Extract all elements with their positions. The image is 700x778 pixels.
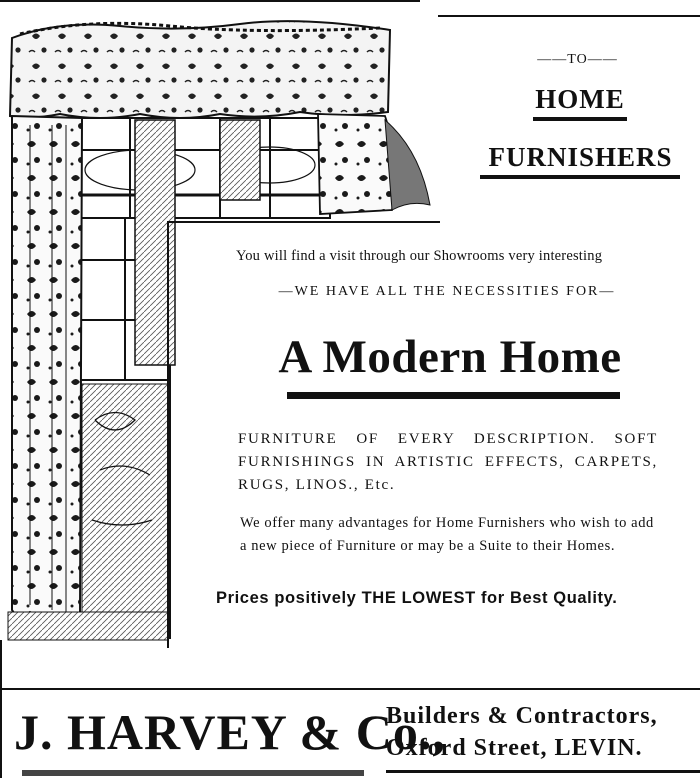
address-line: Oxford Street, LEVIN. <box>386 735 643 761</box>
builders-line: Builders & Contractors, <box>386 703 658 729</box>
footer-separator <box>0 688 700 690</box>
offer-text: We offer many advantages for Home Furnishers who wish to add a new piece of Furniture or may be a Suite to their Homes. <box>240 515 654 554</box>
to-line: ——TO—— <box>537 52 618 67</box>
left-border <box>0 640 2 778</box>
headline-underline <box>287 392 620 399</box>
home-underline <box>533 117 627 121</box>
right-drape <box>318 114 430 214</box>
visit-text: You will find a visit through our Showrooms very interesting <box>236 248 603 264</box>
address-underline <box>386 770 700 773</box>
furnishers-underline <box>480 175 680 179</box>
headline: A Modern Home <box>278 331 622 383</box>
top-border-right <box>438 15 700 17</box>
valance <box>10 21 390 118</box>
home-title: HOME <box>535 84 625 114</box>
company-name: J. HARVEY & Co., <box>14 704 446 760</box>
company-underline <box>22 770 364 776</box>
furniture-description: FURNITURE OF EVERY DESCRIPTION. SOFT FURNISHINGS IN ARTISTIC EFFECTS, CARPETS, RUGS, LINOS., Etc. <box>238 431 658 493</box>
prices-line: Prices positively THE LOWEST for Best Quality. <box>216 589 618 607</box>
necessities-line: —WE HAVE ALL THE NECESSITIES FOR— <box>278 284 616 299</box>
furnishers-title: FURNISHERS <box>488 142 673 172</box>
